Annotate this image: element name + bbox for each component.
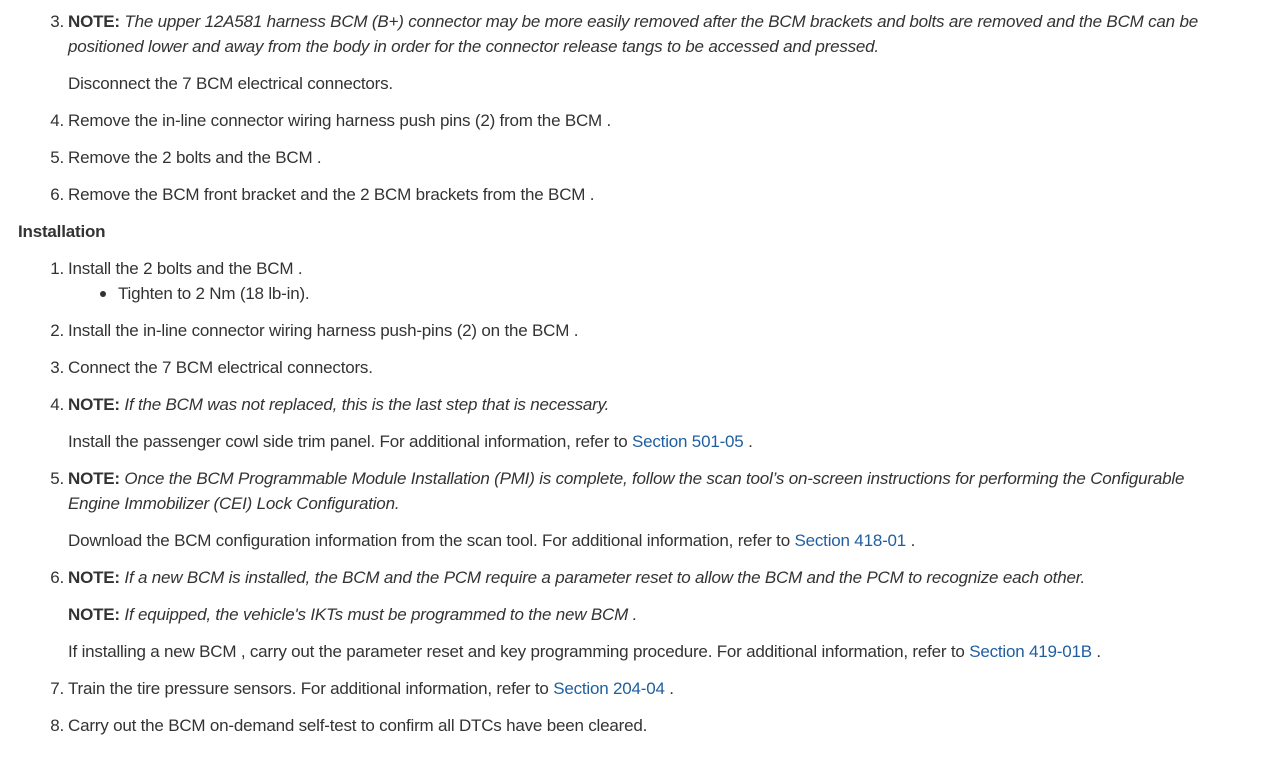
note	[68, 392, 1239, 417]
step-text: Remove the BCM front bracket and the 2 BCM brackets from the BCM .	[68, 185, 595, 204]
spec-list	[68, 281, 1239, 306]
removal-step-6	[0, 182, 1269, 207]
step-text: Carry out the BCM on-demand self-test to confirm all DTCs have been cleared.	[68, 716, 648, 735]
section-204-04-link[interactable]: Section 204-04	[553, 679, 665, 698]
step-number: 5.	[50, 469, 64, 488]
step-text-body: Download the BCM configuration information from the scan tool. For additional information, refer to	[68, 531, 795, 550]
installation-step-6	[0, 565, 1269, 664]
step-text: Remove the in-line connector wiring harness push pins (2) from the BCM .	[68, 111, 612, 130]
step-number: 8.	[50, 716, 64, 735]
note	[68, 466, 1239, 516]
note-text: The upper 12A581 harness BCM (B+) connector may be more easily removed after the BCM brackets and bolts are removed and the BCM can be positioned lower and away from the body in order for the connector release tangs to be accessed and pressed.	[68, 12, 1198, 56]
step-number: 3.	[50, 12, 64, 31]
removal-step-3	[0, 9, 1269, 96]
step-text-body: If installing a new BCM , carry out the parameter reset and key programming procedure. For additional information, refer to	[68, 642, 970, 661]
step-text	[68, 676, 1239, 701]
step-text: Disconnect the 7 BCM electrical connectors.	[68, 74, 393, 93]
step-text-after: .	[743, 432, 753, 451]
step-number: 7.	[50, 679, 64, 698]
step-number: 4.	[50, 111, 64, 130]
note-text: If the BCM was not replaced, this is the last step that is necessary.	[124, 395, 610, 414]
installation-step-3	[0, 355, 1269, 380]
step-text: Install the 2 bolts and the BCM .	[68, 259, 303, 278]
section-501-05-link[interactable]: Section 501-05	[631, 432, 744, 451]
installation-step-5	[0, 466, 1269, 553]
step-number: 6.	[50, 568, 64, 587]
step-text-after: .	[906, 531, 916, 550]
step-number: 6.	[50, 185, 64, 204]
step-text	[68, 429, 1239, 454]
note-text: Once the BCM Programmable Module Installation (PMI) is complete, follow the scan tool’s on-screen instructions for performing the Configurable Engine Immobilizer (CEI) Lock Configuration.	[68, 469, 1185, 513]
step-text	[68, 639, 1239, 664]
note-label: NOTE:	[68, 12, 120, 31]
step-number: 2.	[50, 321, 64, 340]
installation-step-2	[0, 318, 1269, 343]
step-text-body: Train the tire pressure sensors. For additional information, refer to	[68, 679, 554, 698]
step-text	[68, 528, 1239, 553]
step-number: 3.	[50, 358, 64, 377]
note-label: NOTE:	[68, 395, 120, 414]
installation-heading: Installation	[18, 222, 106, 241]
step-text: Remove the 2 bolts and the BCM .	[68, 148, 322, 167]
note	[68, 9, 1239, 59]
step-number: 5.	[50, 148, 64, 167]
section-419-01b-link[interactable]: Section 419-01B	[969, 642, 1092, 661]
step-number: 1.	[50, 259, 64, 278]
bullet-icon	[100, 291, 106, 297]
torque-spec	[68, 281, 1239, 306]
step-number: 4.	[50, 395, 64, 414]
installation-step-8	[0, 713, 1269, 738]
step-text-after: .	[1091, 642, 1101, 661]
installation-step-4	[0, 392, 1269, 454]
note	[68, 565, 1239, 590]
step-text: Install the in-line connector wiring harness push-pins (2) on the BCM .	[68, 321, 579, 340]
note-label: NOTE:	[68, 568, 120, 587]
section-418-01-link[interactable]: Section 418-01	[794, 531, 907, 550]
torque-spec-text: Tighten to 2 Nm (18 lb-in).	[118, 284, 310, 303]
note-label: NOTE:	[68, 605, 120, 624]
installation-step-1	[0, 256, 1269, 306]
note-text: If a new BCM is installed, the BCM and the PCM require a parameter reset to allow the BCM and the PCM to recognize each other.	[124, 568, 1086, 587]
note-text: If equipped, the vehicle's IKTs must be programmed to the new BCM .	[124, 605, 638, 624]
removal-step-4	[0, 108, 1269, 133]
note	[68, 602, 1239, 627]
note-label: NOTE:	[68, 469, 120, 488]
removal-step-5	[0, 145, 1269, 170]
step-text-after: .	[664, 679, 674, 698]
step-text-body: Install the passenger cowl side trim panel. For additional information, refer to	[68, 432, 632, 451]
installation-step-7	[0, 676, 1269, 701]
step-text: Connect the 7 BCM electrical connectors.	[68, 358, 373, 377]
